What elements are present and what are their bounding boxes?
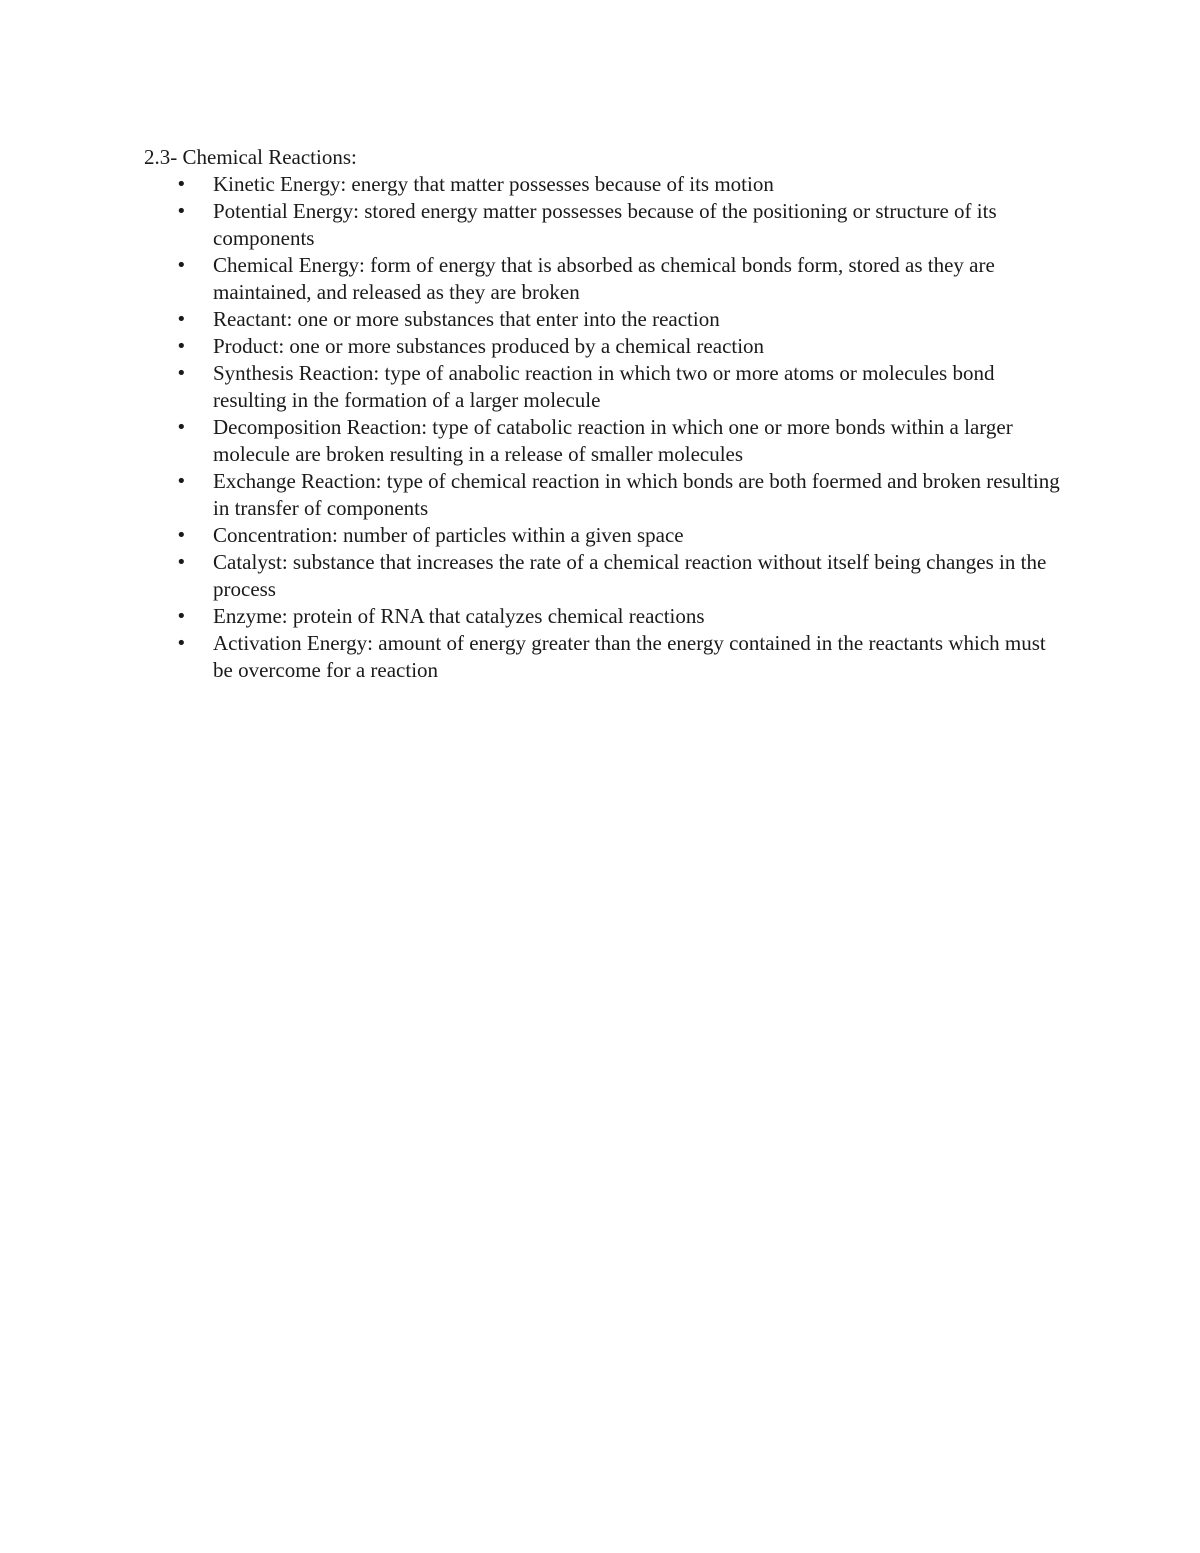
- list-item: [144, 198, 1064, 252]
- bullet-icon: •: [176, 471, 187, 492]
- list-item: [144, 630, 1064, 684]
- list-item: [144, 333, 1064, 360]
- section-heading: 2.3- Chemical Reactions:: [144, 145, 357, 169]
- list-item: [144, 306, 1064, 333]
- bullet-icon: •: [176, 174, 187, 195]
- bullet-icon: •: [176, 633, 187, 654]
- definition-list: [144, 171, 1064, 684]
- bullet-icon: •: [176, 606, 187, 627]
- bullet-icon: •: [176, 309, 187, 330]
- bullet-icon: •: [176, 363, 187, 384]
- list-item-text: Chemical Energy: form of energy that is absorbed as chemical bonds form, stored as they are maintained, and released as they are broken: [213, 253, 995, 304]
- list-item: [144, 414, 1064, 468]
- list-item-text: Potential Energy: stored energy matter possesses because of the positioning or structure of its components: [213, 199, 997, 250]
- bullet-icon: •: [176, 255, 187, 276]
- document-body: [144, 144, 1064, 684]
- list-item-text: Kinetic Energy: energy that matter possesses because of its motion: [213, 172, 774, 196]
- list-item-text: Synthesis Reaction: type of anabolic reaction in which two or more atoms or molecules bond resulting in the formation of a larger molecule: [213, 361, 995, 412]
- list-item-text: Exchange Reaction: type of chemical reaction in which bonds are both foermed and broken resulting in transfer of components: [213, 469, 1060, 520]
- bullet-icon: •: [176, 201, 187, 222]
- list-item: [144, 522, 1064, 549]
- bullet-icon: •: [176, 552, 187, 573]
- list-item-text: Catalyst: substance that increases the rate of a chemical reaction without itself being changes in the process: [213, 550, 1047, 601]
- list-item-text: Concentration: number of particles within a given space: [213, 523, 684, 547]
- list-item: [144, 360, 1064, 414]
- list-item-text: Reactant: one or more substances that enter into the reaction: [213, 307, 720, 331]
- list-item-text: Product: one or more substances produced by a chemical reaction: [213, 334, 765, 358]
- bullet-icon: •: [176, 525, 187, 546]
- list-item: [144, 252, 1064, 306]
- bullet-icon: •: [176, 336, 187, 357]
- list-item: [144, 171, 1064, 198]
- list-item: [144, 549, 1064, 603]
- list-item-text: Enzyme: protein of RNA that catalyzes chemical reactions: [213, 604, 705, 628]
- list-item-text: Activation Energy: amount of energy greater than the energy contained in the reactants which must be overcome for a reaction: [213, 631, 1046, 682]
- list-item: [144, 468, 1064, 522]
- list-item-text: Decomposition Reaction: type of catabolic reaction in which one or more bonds within a larger molecule are broken resulting in a release of smaller molecules: [213, 415, 1013, 466]
- bullet-icon: •: [176, 417, 187, 438]
- list-item: [144, 603, 1064, 630]
